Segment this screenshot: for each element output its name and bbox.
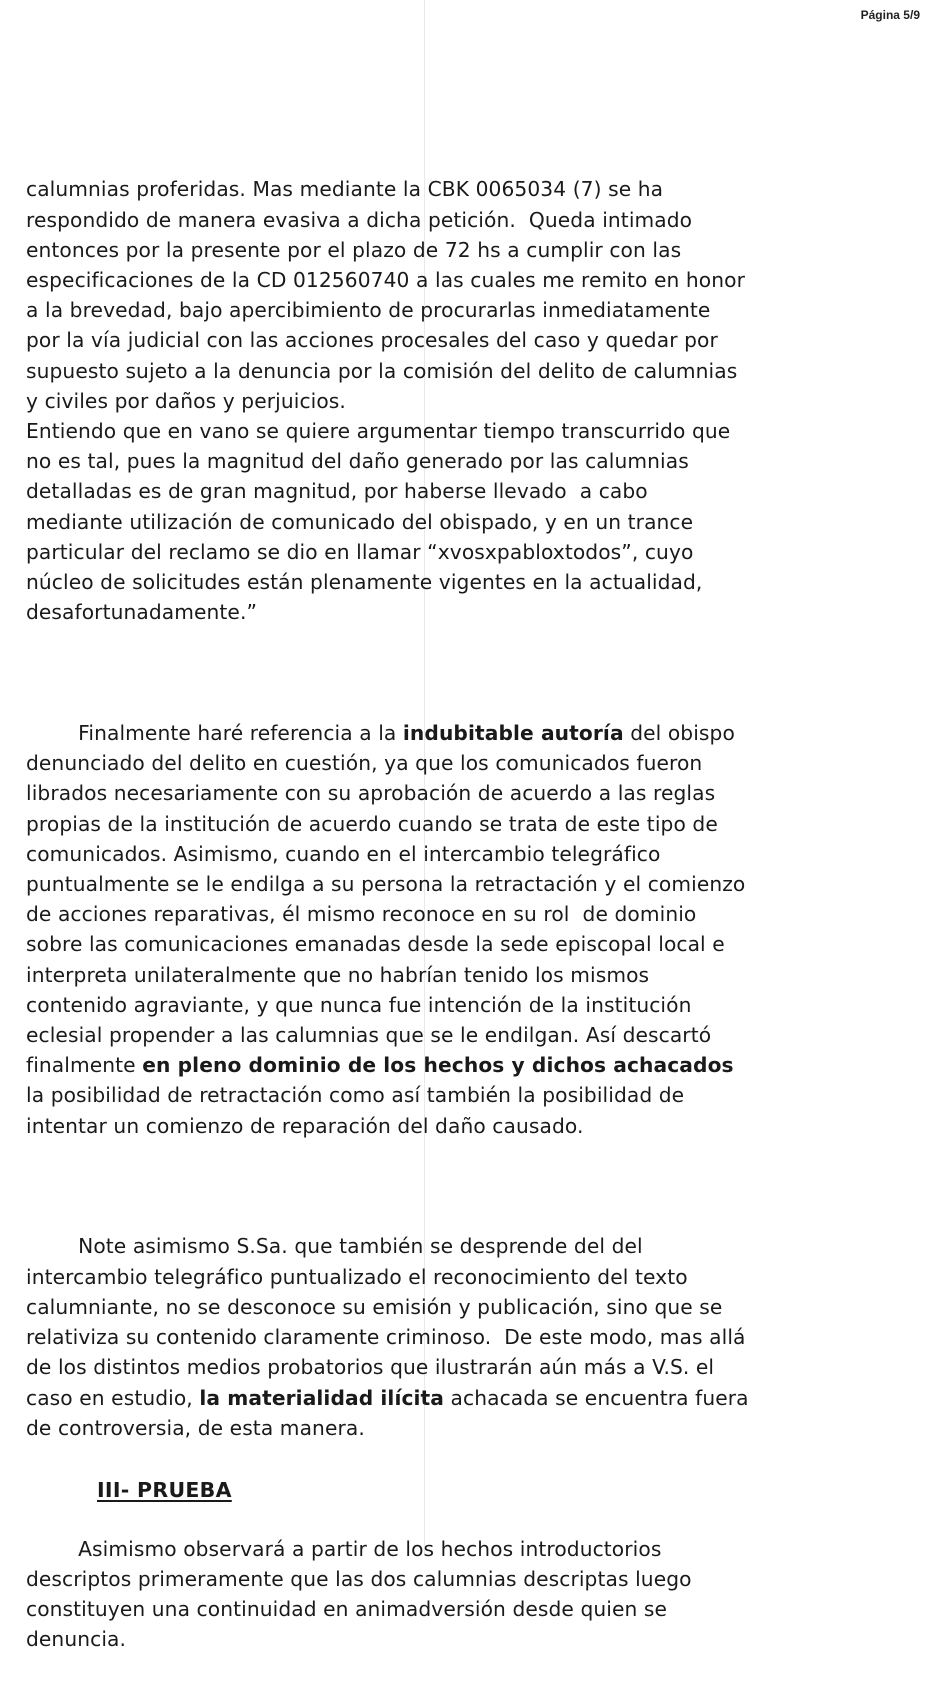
emphasis-pleno-dominio: en pleno dominio de los hechos y dichos achacados (142, 1053, 734, 1078)
emphasis-materialidad-ilicita: la materialidad ilícita (199, 1385, 445, 1410)
paragraph-2 (26, 718, 926, 1141)
paragraph-2-text-b: del obispo denunciado del delito en cuestión, ya que los comunicados fueron librados necesariamente con su aprobación de acuerdo a las reglas propias de la institución de acuerdo cuando se trata de este tipo de comunicados. Asimismo, cuando en el intercambio telegráfico puntualmente se le endilga a su persona la retractación y el comienzo de acciones reparativas, él mismo reconoce en su rol de dominio sobre las comunicaciones emanadas desde la sede episcopal local e interpreta unilateralmente que no habrían tenido los mismos contenido agraviante, y que nunca fue intención de la institución eclesial propender a las calumnias que se le endilgan. Así descartó finalmente (26, 721, 746, 1078)
paragraph-4: Asimismo observará a partir de los hechos introductorios descriptos primeramente que las dos calumnias descriptas luego constituyen una continuidad en animadversión desde quien se denuncia. (26, 1536, 692, 1652)
paragraph-2-text-a: Finalmente haré referencia a la (26, 721, 403, 746)
paragraph-3-text-a: Note asimismo S.Sa. que también se desprende del del intercambio telegráfico puntualizado el reconocimiento del texto calumniante, no se desconoce su emisión y publicación, sino que se relativiza su contenido claramente criminoso. De este modo, mas allá de los distintos medios probatorios que ilustrarán aún más a V.S. el caso en estudio, (26, 1234, 746, 1410)
emphasis-indubitable-autoria: indubitable autoría (402, 721, 624, 746)
paragraph-3-text-b: achacada se encuentra fuera de controversia, de esta manera. (26, 1385, 749, 1440)
section-heading: III- PRUEBA (97, 1478, 232, 1502)
paragraph-2-text-c: la posibilidad de retractación como así también la posibilidad de intentar un comienzo de reparación del daño causado. (26, 1083, 685, 1138)
paragraph-1: calumnias proferidas. Mas mediante la CBK 0065034 (7) se ha respondido de manera evasiva a dicha petición. Queda intimado entonces por la presente por el plazo de 72 hs a cumplir con las especificaciones de la CD 012560740 a las cuales me remito en honor a la brevedad, bajo apercibimiento de procurarlas inmediatamente por la vía judicial con las acciones procesales del caso y quedar por supuesto sujeto a la denuncia por la comisión del delito de calumnias y civiles por daños y perjuicios. Entiendo que en vano se quiere argumentar tiempo transcurrido que no es tal, pues la magnitud del daño generado por las calumnias detalladas es de gran magnitud, por haberse llevado a cabo mediante utilización de comunicado del obispado, y en un trance particular del reclamo se dio en llamar “xvosxpabloxtodos”, cuyo núcleo de solicitudes están plenamente vigentes en la actualidad, desafortunadamente.” (26, 177, 745, 625)
paragraph-3 (26, 1231, 926, 1442)
document-body (26, 114, 926, 1685)
page-number: Página 5/9 (860, 8, 920, 22)
